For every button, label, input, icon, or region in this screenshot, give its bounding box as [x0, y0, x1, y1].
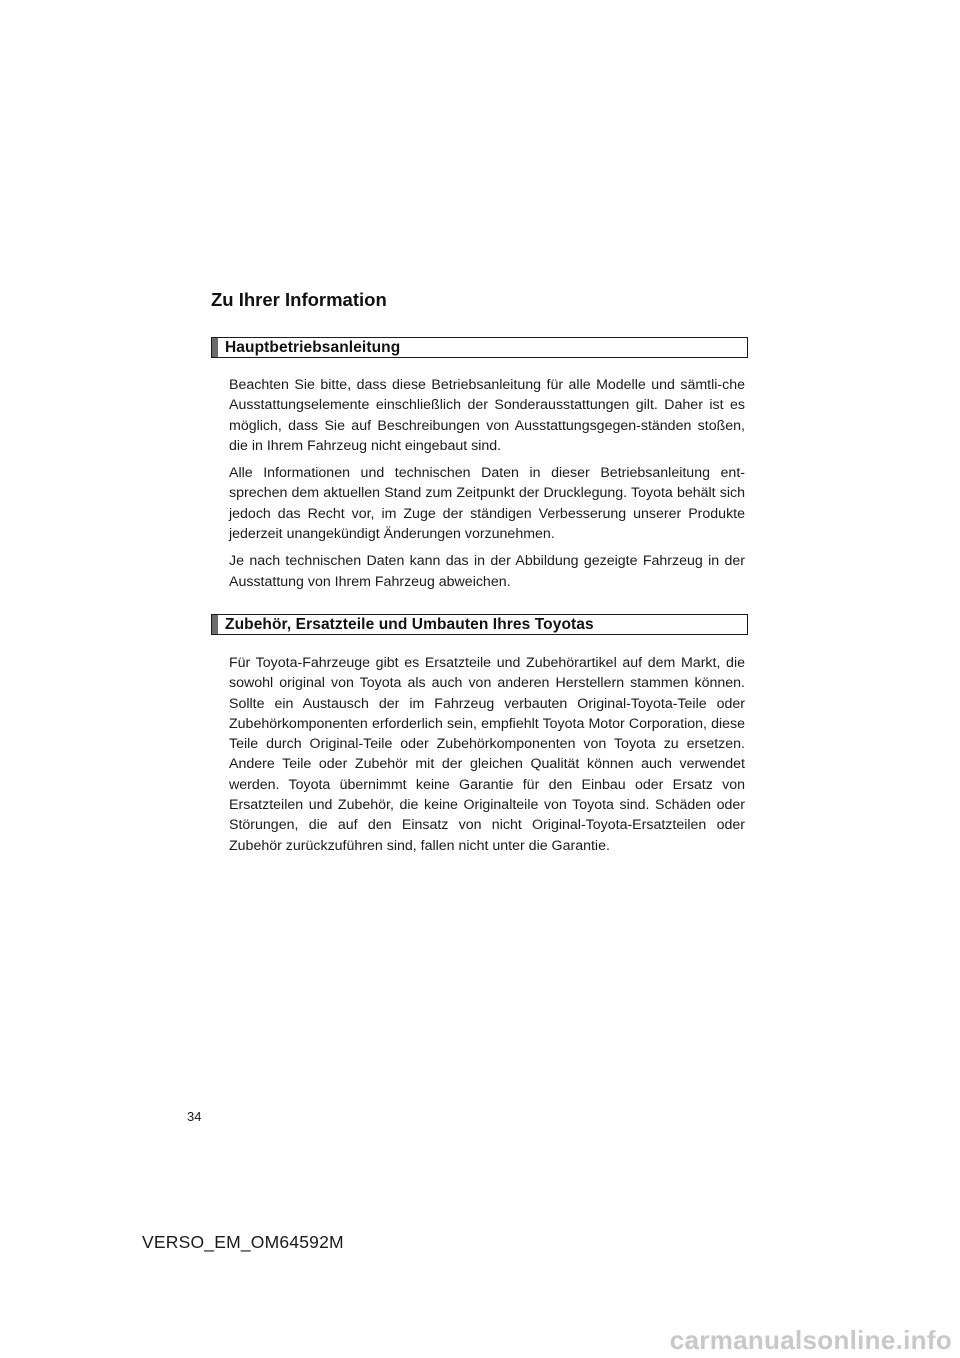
section-heading: Hauptbetriebsanleitung: [225, 338, 401, 356]
section-header-hauptbetriebsanleitung: [211, 337, 748, 358]
paragraph: Je nach technischen Daten kann das in der Abbildung gezeigte Fahrzeug in der Ausstattung von Ihrem Fahrzeug abweichen.: [229, 553, 745, 590]
paragraph: Alle Informationen und technischen Daten in dieser Betriebsanleitung ent-sprechen dem aktuellen Stand zum Zeitpunkt der Drucklegung. Toyota behält sich jedoch das Recht vor, im Zuge der ständigen Verbesserung unserer Produkte jederzeit unangekündigt Änderungen vorzunehmen.: [229, 465, 745, 543]
page-title: Zu Ihrer Information: [211, 289, 387, 310]
section-body-zubehoer: [229, 653, 745, 863]
footer-document-code: VERSO_EM_OM64592M: [142, 1232, 344, 1252]
paragraph: Für Toyota-Fahrzeuge gibt es Ersatzteile und Zubehörartikel auf dem Markt, die sowohl original von Toyota als auch von anderen Herstellern stammen können. Sollte ein Austausch der im Fahrzeug verbauten Original-Toyota-Teile oder Zubehörkomponenten erforderlich sein, empfiehlt Toyota Motor Corporation, diese Teile durch Original-Teile oder Zubehörkomponenten von Toyota zu ersetzen. Andere Teile oder Zubehör mit der gleichen Qualität können auch verwendet werden. Toyota übernimmt keine Garantie für den Einbau oder Ersatz von Ersatzteilen und Zubehör, die keine Originalteile von Toyota sind. Schäden oder Störungen, die auf den Einsatz von nicht Original-Toyota-Ersatzteilen oder Zubehör zurückzuführen sind, fallen nicht unter die Garantie.: [229, 655, 745, 854]
section-heading: Zubehör, Ersatzteile und Umbauten Ihres Toyotas: [225, 615, 594, 633]
section-header-accent-bar: [212, 338, 218, 357]
paragraph: Beachten Sie bitte, dass diese Betriebsanleitung für alle Modelle und sämtli-che Ausstattungselemente einschließlich der Sonderausstattungen gilt. Daher ist es möglich, dass Sie auf Beschreibungen von Ausstattungsgegen-ständen stoßen, die in Ihrem Fahrzeug nicht eingebaut sind.: [229, 377, 745, 454]
section-header-accent-bar: [212, 615, 218, 634]
section-header-zubehoer: [211, 614, 748, 635]
section-body-hauptbetriebsanleitung: [229, 375, 745, 599]
watermark: carmanualsonline.info: [669, 1325, 952, 1355]
page-number: 34: [187, 1109, 202, 1124]
